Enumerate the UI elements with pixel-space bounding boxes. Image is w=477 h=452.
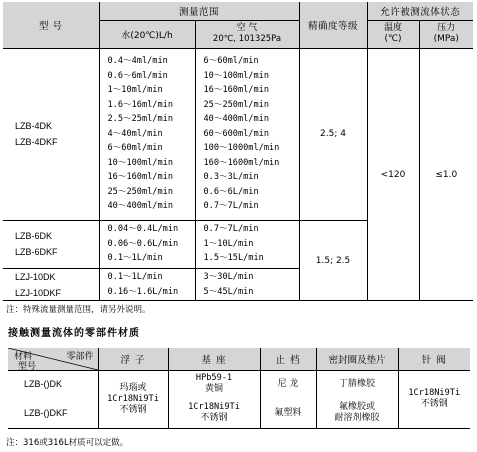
accuracy-header: 精确度等级 xyxy=(299,2,367,48)
range-value: 60～600ml/min xyxy=(203,128,270,139)
stop-material-a: 尼 龙 xyxy=(260,370,316,398)
base-header: 基 座 xyxy=(168,348,260,370)
range-value: 0.3～3L/min xyxy=(203,172,259,183)
water-range-cell xyxy=(99,220,195,268)
air-range-cell xyxy=(195,48,299,220)
range-value: 0.4～4ml/min xyxy=(107,56,168,67)
range-value: 1.6～16ml/min xyxy=(107,99,174,110)
pressure-value: ≤1.0 xyxy=(419,48,473,301)
model-name: LZJ-10DKF xyxy=(15,287,62,298)
range-value: 160～1600ml/min xyxy=(203,157,280,168)
float-header: 浮 子 xyxy=(98,348,168,370)
seal-header: 密封圈及垫片 xyxy=(316,348,398,370)
seal-material-a: 丁腈橡胶 xyxy=(316,370,398,398)
materials-table xyxy=(8,348,470,428)
temperature-label: 温度 xyxy=(384,23,403,33)
range-value: 0.6～6ml/min xyxy=(107,70,168,81)
accuracy-cell: 1.5; 2.5 xyxy=(299,220,367,301)
model-name: LZB-4DKF xyxy=(15,137,58,147)
needle-grade: 1Cr18Ni9Ti xyxy=(408,388,461,399)
float-material-b: 1Cr18Ni9Ti xyxy=(107,393,159,404)
table1-bottom-rule xyxy=(3,300,473,301)
range-value: 16～160ml/min xyxy=(107,172,174,183)
range-value: 10～100ml/min xyxy=(107,157,174,168)
stop-material-b: 氟塑料 xyxy=(260,398,316,428)
range-value: 0.1～1L/min xyxy=(107,272,163,282)
range-note: 注：特殊流量测量范围，请另外说明。 xyxy=(6,305,151,315)
temperature-header xyxy=(367,20,419,48)
base-name: 黄铜 xyxy=(204,384,223,395)
pressure-header xyxy=(419,20,473,48)
material-note: 注：316或316L材质可以定做。 xyxy=(6,438,129,448)
table2-bottom-rule xyxy=(8,428,470,429)
seal-material-b xyxy=(316,398,398,428)
range-value: 0.7～7L/min xyxy=(203,201,259,212)
pressure-unit: (MPa) xyxy=(433,34,459,44)
model-header: 型 号 xyxy=(3,2,99,48)
range-value: 0.1～1L/min xyxy=(107,253,163,264)
air-range-cell xyxy=(195,220,299,268)
model-lzb-dk: LZB-()DK xyxy=(24,379,62,390)
model-name: LZB-6DK xyxy=(15,231,53,241)
temperature-value: <120 xyxy=(367,48,419,301)
range-value: 40～400ml/min xyxy=(107,201,174,212)
range-value: 10～100ml/min xyxy=(203,70,270,81)
corner-header xyxy=(8,348,98,370)
base-material-a xyxy=(168,370,260,398)
needle-valve-header: 针 阀 xyxy=(398,348,470,370)
range-value: 1.5～15L/min xyxy=(203,253,264,264)
range-value: 6～60ml/min xyxy=(203,56,259,67)
corner-part-label: 零部件 xyxy=(66,352,94,362)
model-cell-lzb-6dk xyxy=(3,220,99,268)
model-name: LZB-4DK xyxy=(15,121,53,131)
range-value: 3～30L/min xyxy=(203,272,254,282)
range-value: 1～10ml/min xyxy=(107,85,163,96)
range-value: 5～45L/min xyxy=(203,286,254,297)
air-range-cell xyxy=(195,268,299,301)
range-value: 2.5～25ml/min xyxy=(107,114,174,125)
model-name: LZJ-10DK xyxy=(15,271,56,282)
float-material-b-label: 不锈钢 xyxy=(119,404,147,415)
water-range-header xyxy=(99,20,195,48)
needle-valve-material xyxy=(398,370,470,428)
temperature-unit: (℃) xyxy=(384,34,402,44)
range-value: 25～250ml/min xyxy=(107,186,174,197)
seal-name: 氟橡胶或 xyxy=(338,402,375,412)
accuracy-cell: 2.5; 4 xyxy=(299,48,367,220)
float-material-a: 玛瑙或 xyxy=(119,382,147,393)
range-value: 4～40ml/min xyxy=(107,128,163,139)
range-value: 1～10L/min xyxy=(203,238,254,249)
corner-model-label: 型号 xyxy=(18,362,37,372)
range-value: 0.7～7L/min xyxy=(203,224,259,235)
water-range-cell xyxy=(99,48,195,220)
float-material-cell xyxy=(98,370,168,428)
section-title: 接触测量流体的零部件材质 xyxy=(8,328,140,339)
air-range-condition: 20℃, 101325Pa xyxy=(212,34,282,44)
model-lzb-dkf: LZB-()DKF xyxy=(24,408,68,418)
range-value: 0.04～0.4L/min xyxy=(107,224,179,235)
water-range-cell xyxy=(99,268,195,301)
pressure-label: 压力 xyxy=(437,23,456,33)
allowed-fluid-state-header: 允许被测流体状态 xyxy=(367,2,473,20)
range-value: 0.16～1.6L/min xyxy=(107,286,179,297)
measurement-range-header: 测量范围 xyxy=(99,2,299,20)
seal-name: 耐溶剂橡胶 xyxy=(334,413,380,423)
water-range-label: 水(20℃)L/h xyxy=(121,30,173,41)
base-material-b xyxy=(168,398,260,428)
range-value: 40～400ml/min xyxy=(203,114,270,125)
range-value: 0.6～6L/min xyxy=(203,186,259,197)
corner-material-label: 材料 xyxy=(14,352,33,362)
air-range-title: 空 气 xyxy=(236,23,258,33)
model-cell-lzj-10dk xyxy=(3,268,99,301)
range-value: 16～160ml/min xyxy=(203,85,270,96)
base-grade: HPb59-1 xyxy=(195,373,233,384)
range-value: 6～60ml/min xyxy=(107,143,163,154)
range-value: 100～1000ml/min xyxy=(203,143,280,154)
stop-header: 止 档 xyxy=(260,348,316,370)
needle-name: 不锈钢 xyxy=(420,399,448,410)
flow-range-table xyxy=(3,2,473,301)
model-name: LZB-6DKF xyxy=(15,247,58,257)
base-grade: 1Cr18Ni9Ti xyxy=(188,402,240,412)
range-value: 25～250ml/min xyxy=(203,99,270,110)
air-range-header xyxy=(195,20,299,48)
base-name: 不锈钢 xyxy=(200,413,228,423)
range-value: 0.06～0.6L/min xyxy=(107,238,179,249)
model-cell-lzb-4dk xyxy=(3,48,99,220)
